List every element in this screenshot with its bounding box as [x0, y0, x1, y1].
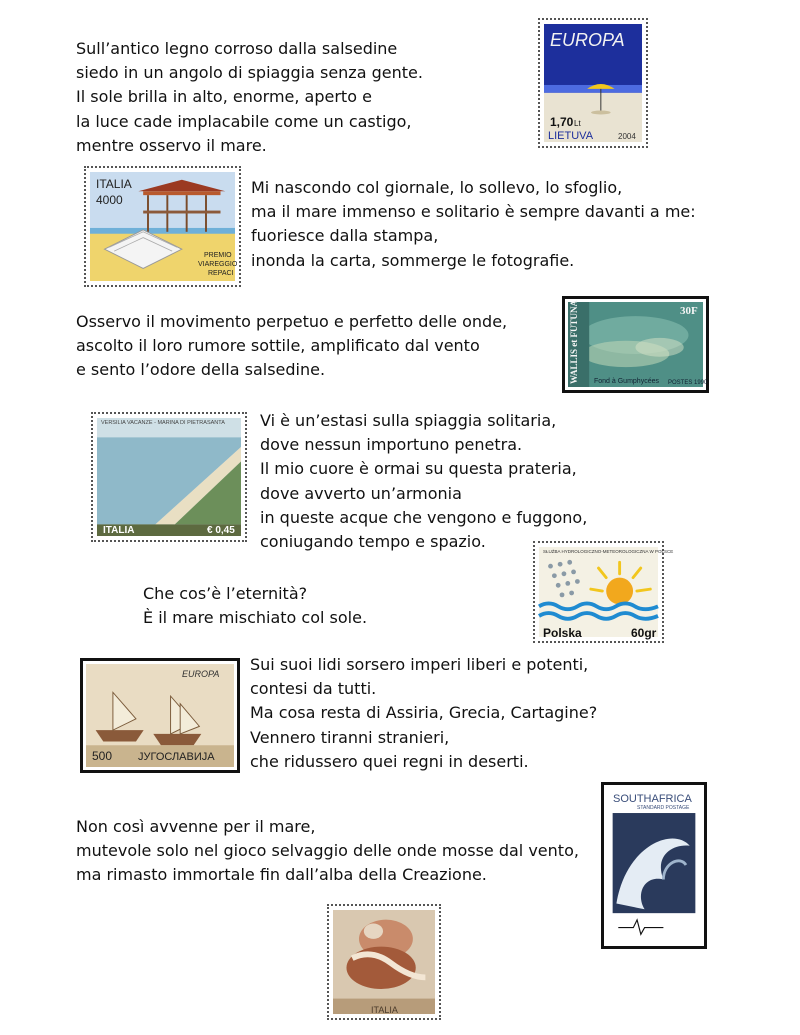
- stamp-italia-versilia: [91, 412, 247, 542]
- verse-line: Ma cosa resta di Assiria, Grecia, Cartagine?: [250, 703, 598, 723]
- stamp-lietuva-europa: [538, 18, 648, 148]
- verse-line: inonda la carta, sommerge le fotografie.: [251, 250, 575, 270]
- stamp-unit: Lt: [574, 119, 581, 128]
- verse-line: Osservo il movimento perpetuo e perfetto delle onde,: [76, 312, 508, 331]
- stamp-caption: REPACI: [208, 270, 234, 277]
- stamp-country: Polska: [543, 626, 582, 640]
- stamp-footer: POSTES 1990: [668, 380, 708, 386]
- verse-line: Vennero tiranni stranieri,: [250, 727, 450, 747]
- verse-line: la luce cade implacabile come un castigo,: [76, 111, 412, 131]
- wave-illustration: [607, 788, 701, 943]
- stamp-caption: VIAREGGIO: [198, 261, 238, 268]
- verse-line: ma rimasto immortale fin dall’alba della Creazione.: [76, 865, 487, 885]
- stamp-wallis-futuna: [562, 296, 709, 393]
- stanza-2: [251, 176, 696, 273]
- verse-line: coniugando tempo e spazio.: [260, 532, 486, 552]
- stanza-3: [76, 310, 507, 383]
- stamp-country: WALLIS et FUTUNA: [569, 299, 579, 384]
- stanza-1: [76, 37, 423, 158]
- stamp-value: 4000: [96, 193, 123, 207]
- stamp-country: ITALIA: [371, 1005, 398, 1015]
- stamp-polska: [533, 541, 674, 643]
- verse-line: Il mio cuore è ormai su questa prateria,: [260, 459, 577, 479]
- stanza-4: [260, 409, 587, 554]
- stanza-5: [143, 582, 367, 630]
- stamp-country: ITALIA: [96, 177, 132, 191]
- coastline-aerial-illustration: [97, 418, 241, 536]
- verse-line: che ridussero quei regni in deserti.: [250, 751, 529, 771]
- stamp-country: SOUTHAFRICA: [613, 793, 692, 805]
- verse-line: È il mare mischiato col sole.: [143, 608, 368, 628]
- stamp-header: SŁUŻBA HYDROLOGICZNO-METEOROLOGICZNA W POLSCE: [543, 549, 674, 554]
- stanza-6: [250, 653, 597, 774]
- verse-line: Il sole brilla in alto, enorme, aperto e: [76, 87, 372, 107]
- verse-line: Sull’antico legno corroso dalla salsedine: [76, 39, 398, 58]
- stamp-year: 2004: [618, 132, 636, 141]
- stamp-caption: Fond à Gumphycées: [594, 378, 659, 385]
- verse-line: Che cos’è l’eternità?: [143, 584, 308, 603]
- verse-line: ascolto il loro rumore sottile, amplificato dal vento: [76, 336, 480, 356]
- verse-line: fuoriesce dalla stampa,: [251, 226, 439, 246]
- verse-line: mutevole solo nel gioco selvaggio delle onde mosse dal vento,: [76, 841, 579, 861]
- verse-line: Non così avvenne per il mare,: [76, 817, 316, 836]
- stamp-title: VERSILIA VACANZE - MARINA DI PIETRASANTA: [101, 420, 225, 426]
- stamp-italia-creation: [327, 904, 441, 1020]
- stamp-title: EUROPA: [182, 669, 220, 679]
- verse-line: dove nessun importuno penetra.: [260, 435, 523, 455]
- sun-rain-waves-illustration: [539, 547, 658, 640]
- stamp-jugoslavija: [80, 658, 240, 773]
- verse-line: Vi è un’estasi sulla spiaggia solitaria,: [260, 411, 557, 430]
- stamp-country: LIETUVA: [548, 130, 594, 142]
- stamp-value: 1,70: [550, 115, 574, 129]
- verse-line: Sui suoi lidi sorsero imperi liberi e potenti,: [250, 655, 589, 674]
- stamp-title: EUROPA: [550, 30, 625, 50]
- verse-line: e sento l’odore della salsedine.: [76, 360, 326, 380]
- verse-line: mentre osservo il mare.: [76, 135, 267, 155]
- verse-line: in queste acque che vengono e fuggono,: [260, 507, 588, 527]
- verse-line: ma il mare immenso e solitario è sempre davanti a me:: [251, 202, 696, 222]
- stamp-caption: STANDARD POSTAGE: [637, 805, 690, 811]
- stamp-italia-premio-viareggio: [84, 166, 241, 287]
- stamp-value: 30F: [680, 305, 698, 317]
- verse-line: contesi da tutti.: [250, 679, 377, 699]
- stamp-country: ITALIA: [103, 525, 135, 536]
- fresco-illustration: [333, 910, 435, 1014]
- verse-line: Mi nascondo col giornale, lo sollevo, lo sfoglio,: [251, 178, 623, 197]
- verse-line: dove avverto un’armonia: [260, 483, 462, 503]
- stamp-value: 500: [92, 749, 113, 763]
- stamp-south-africa: [601, 782, 707, 949]
- stamp-value: 60gr: [631, 626, 657, 640]
- verse-line: siedo in un angolo di spiaggia senza gente.: [76, 63, 423, 83]
- stamp-caption: PREMIO: [204, 252, 232, 259]
- stanza-7: [76, 815, 579, 888]
- stamp-country: ЈУГОСЛАВИЈА: [138, 751, 215, 763]
- stamp-value: € 0,45: [207, 525, 235, 536]
